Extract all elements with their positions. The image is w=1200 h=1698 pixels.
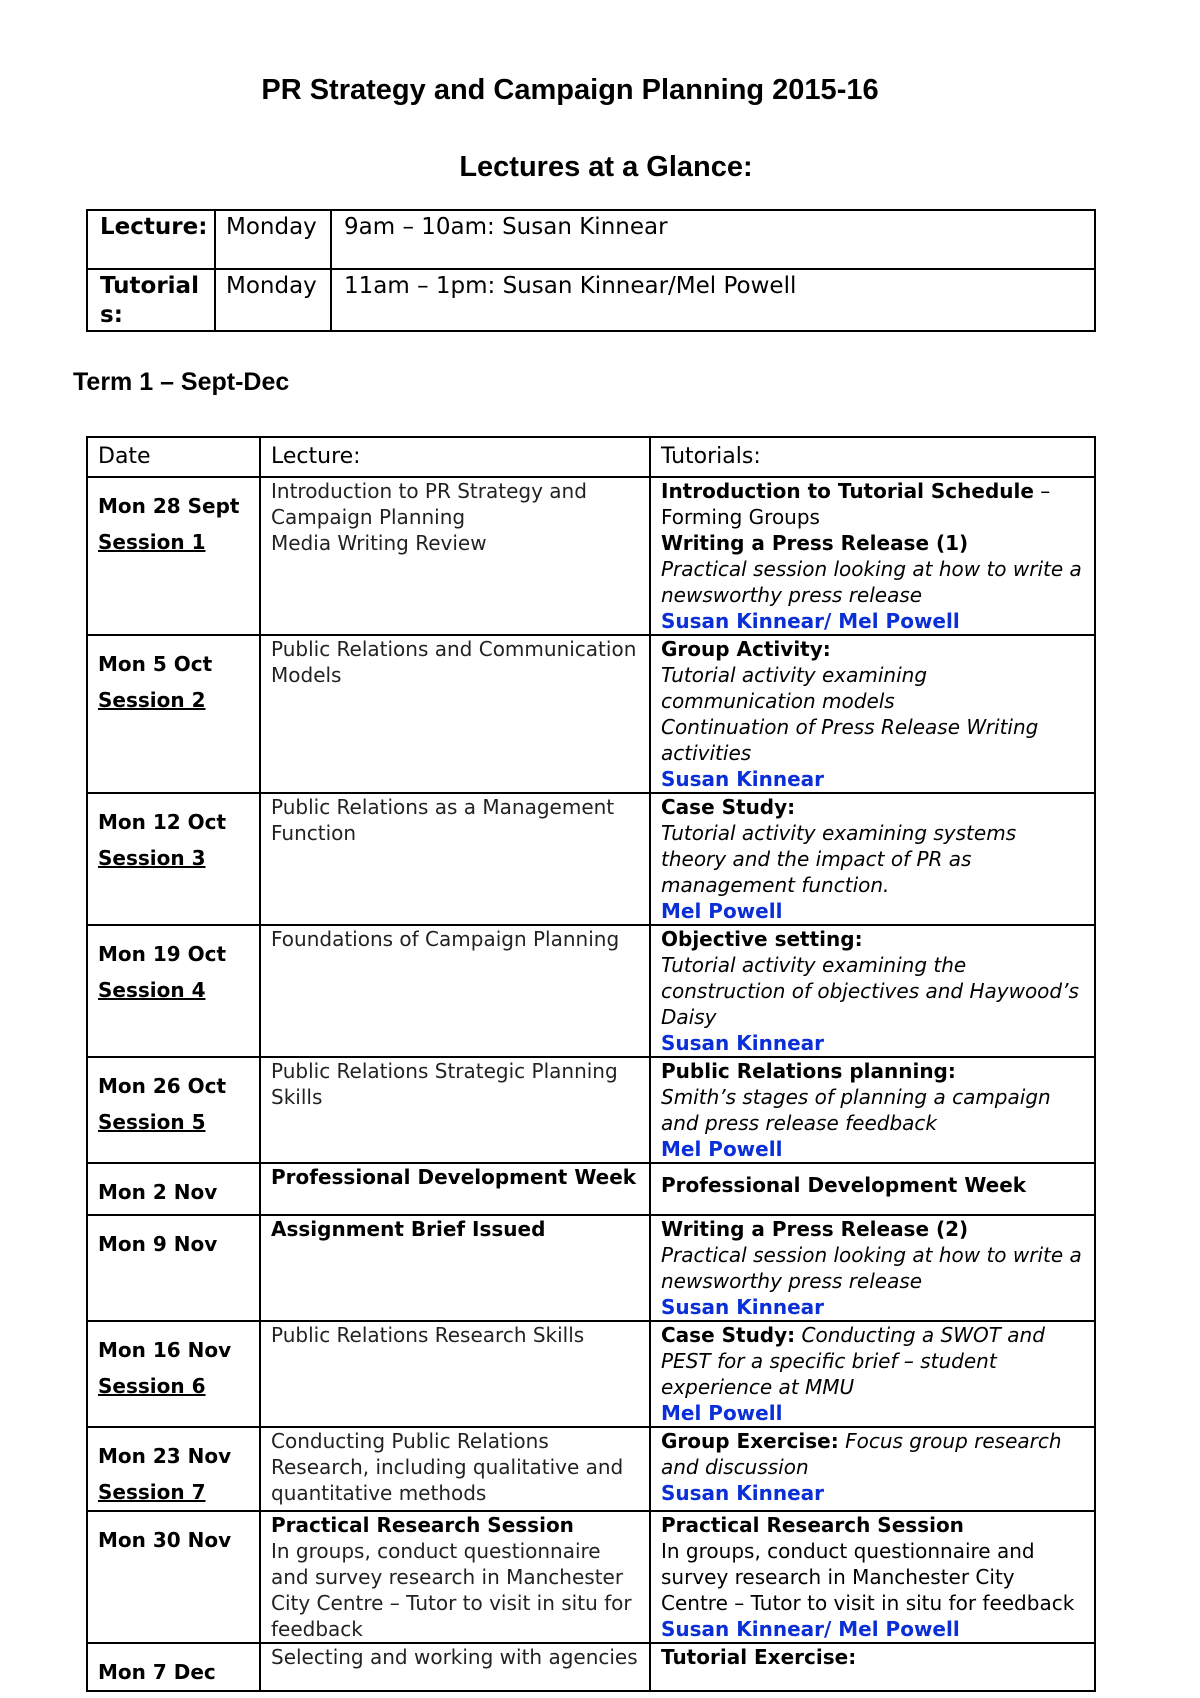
tutorial-title: Group Exercise: xyxy=(661,1429,839,1453)
lecture-cell xyxy=(260,1511,650,1643)
lecture-text: Introduction to PR Strategy and Campaign Planning xyxy=(271,479,587,529)
lecture-text: Public Relations Strategic Planning Skills xyxy=(271,1059,618,1109)
tutorial-cell xyxy=(650,1643,1095,1691)
page-title: PR Strategy and Campaign Planning 2015-16 xyxy=(261,74,879,106)
row-date: Mon 2 Nov xyxy=(98,1180,218,1204)
row-date: Mon 7 Dec xyxy=(98,1660,216,1684)
row-session: Session 2 xyxy=(98,688,206,712)
tutorial-cell xyxy=(650,635,1095,793)
tutorial-cell xyxy=(650,1057,1095,1163)
tutor-name: Mel Powell xyxy=(661,1137,783,1161)
tutorial-description: Tutorial activity examining communication models xyxy=(661,663,928,713)
table-row xyxy=(87,1427,1095,1511)
lecture-title: Practical Research Session xyxy=(271,1513,574,1537)
lecture-cell xyxy=(260,925,650,1057)
tutorial-description: Tutorial activity examining the construction of objectives and Haywood’s Daisy xyxy=(661,953,1079,1029)
tutorial-title: Public Relations planning: xyxy=(661,1059,956,1083)
date-cell xyxy=(87,635,260,793)
lecture-cell xyxy=(260,477,650,635)
lecture-text: Foundations of Campaign Planning xyxy=(271,927,620,951)
tutorial-title: Writing a Press Release (1) xyxy=(661,531,969,555)
tutorial-title: Objective setting: xyxy=(661,927,863,951)
lecture-text: Public Relations as a Management Function xyxy=(271,795,615,845)
table-row xyxy=(87,925,1095,1057)
tutorial-title: Professional Development Week xyxy=(661,1173,1027,1197)
tutorial-description: Practical session looking at how to write a newsworthy press release xyxy=(661,1243,1082,1293)
lecture-text: Public Relations and Communication Models xyxy=(271,637,637,687)
tutor-name: Mel Powell xyxy=(661,1401,783,1425)
tutorial-description: Smith’s stages of planning a campaign and press release feedback xyxy=(661,1085,1051,1135)
lecture-cell xyxy=(260,635,650,793)
tutorial-description: Focus group research and discussion xyxy=(661,1429,1062,1479)
table-row xyxy=(87,1643,1095,1691)
date-cell xyxy=(87,1057,260,1163)
header-date: Date xyxy=(87,437,260,477)
tutor-name: Susan Kinnear/ Mel Powell xyxy=(661,609,960,633)
lecture-title: Assignment Brief Issued xyxy=(271,1217,546,1241)
tutorial-title: Tutorial Exercise: xyxy=(661,1645,857,1669)
table-header-row xyxy=(87,437,1095,477)
lecture-text: Public Relations Research Skills xyxy=(271,1323,585,1347)
tutorial-title: Practical Research Session xyxy=(661,1513,964,1537)
lecture-cell xyxy=(260,1215,650,1321)
date-cell xyxy=(87,793,260,925)
row-session: Session 5 xyxy=(98,1110,206,1134)
tutorial-title-line xyxy=(661,1512,1084,1538)
header-tutorials: Tutorials: xyxy=(650,437,1095,477)
tutorial-description: Practical session looking at how to write a newsworthy press release xyxy=(661,557,1082,607)
table-row xyxy=(87,1057,1095,1163)
tutorial-title-line xyxy=(661,926,1084,952)
tutor-name: Susan Kinnear xyxy=(661,1031,824,1055)
lecture-title: Professional Development Week xyxy=(271,1165,637,1189)
tutorial-title: Group Activity: xyxy=(661,637,831,661)
page-subtitle: Lectures at a Glance: xyxy=(459,151,753,183)
tutor-name: Susan Kinnear xyxy=(661,767,824,791)
tutorial-title: Case Study: xyxy=(661,1323,796,1347)
date-cell xyxy=(87,1321,260,1427)
table-row xyxy=(87,1215,1095,1321)
date-cell xyxy=(87,1163,260,1215)
row-date: Mon 12 Oct xyxy=(98,810,227,834)
glance-day: Monday xyxy=(215,210,331,269)
tutorial-description: Conducting a SWOT and PEST for a specific brief – student experience at MMU xyxy=(661,1323,1045,1399)
tutor-name: Susan Kinnear/ Mel Powell xyxy=(661,1617,960,1641)
date-cell xyxy=(87,1215,260,1321)
tutorial-title-line xyxy=(661,1428,1084,1480)
lectures-at-a-glance-table xyxy=(86,209,1096,332)
date-cell xyxy=(87,1427,260,1511)
lecture-cell xyxy=(260,1643,650,1691)
lecture-text: Selecting and working with agencies xyxy=(271,1645,638,1669)
tutorial-cell xyxy=(650,925,1095,1057)
tutor-name: Mel Powell xyxy=(661,899,783,923)
row-session: Session 6 xyxy=(98,1374,206,1398)
lecture-cell xyxy=(260,1427,650,1511)
row-date: Mon 9 Nov xyxy=(98,1232,218,1256)
row-date: Mon 19 Oct xyxy=(98,942,227,966)
tutorial-description: Tutorial activity examining systems theory and the impact of PR as management function. xyxy=(661,821,1017,897)
row-session: Session 7 xyxy=(98,1480,206,1504)
tutorial-cell xyxy=(650,477,1095,635)
lecture-cell xyxy=(260,1057,650,1163)
lecture-text: In groups, conduct questionnaire and survey research in Manchester City Centre – Tutor to visit in situ for feedback xyxy=(271,1539,632,1641)
table-row xyxy=(87,793,1095,925)
tutorial-title-line xyxy=(661,478,1084,530)
tutorial-cell xyxy=(650,1215,1095,1321)
tutorial-title: Case Study: xyxy=(661,795,796,819)
lecture-cell xyxy=(260,793,650,925)
glance-day: Monday xyxy=(215,269,331,331)
tutorial-text: In groups, conduct questionnaire and survey research in Manchester City Centre – Tutor to visit in situ for feedback xyxy=(661,1539,1075,1615)
tutorial-title-line xyxy=(661,1322,1084,1400)
tutorial-title: Introduction to Tutorial Schedule xyxy=(661,479,1034,503)
tutorial-title-line xyxy=(661,1058,1084,1084)
table-row xyxy=(87,1321,1095,1427)
table-row xyxy=(87,1511,1095,1643)
row-date: Mon 30 Nov xyxy=(98,1528,232,1552)
glance-detail: 11am – 1pm: Susan Kinnear/Mel Powell xyxy=(331,269,1095,331)
tutorial-description: Continuation of Press Release Writing activities xyxy=(661,715,1039,765)
tutorial-cell xyxy=(650,1511,1095,1643)
tutorial-cell xyxy=(650,793,1095,925)
row-session: Session 3 xyxy=(98,846,206,870)
table-row xyxy=(87,635,1095,793)
tutor-name: Susan Kinnear xyxy=(661,1295,824,1319)
row-date: Mon 28 Sept xyxy=(98,494,240,518)
table-row xyxy=(87,477,1095,635)
glance-row-lecture xyxy=(87,210,1095,269)
tutorial-cell xyxy=(650,1427,1095,1511)
glance-kind: Tutorials: xyxy=(87,269,215,331)
tutorial-title-line xyxy=(661,1644,1084,1670)
row-session: Session 4 xyxy=(98,978,206,1002)
lecture-cell xyxy=(260,1321,650,1427)
lecture-text: Media Writing Review xyxy=(271,531,487,555)
date-cell xyxy=(87,1511,260,1643)
tutorial-cell xyxy=(650,1321,1095,1427)
tutorial-title-line xyxy=(661,794,1084,820)
row-date: Mon 5 Oct xyxy=(98,652,213,676)
term-heading: Term 1 – Sept-Dec xyxy=(73,368,290,396)
tutor-name: Susan Kinnear xyxy=(661,1481,824,1505)
tutorial-title-suffix: – Forming Groups xyxy=(661,479,1051,529)
table-row xyxy=(87,1163,1095,1215)
header-lecture: Lecture: xyxy=(260,437,650,477)
glance-row-tutorials xyxy=(87,269,1095,331)
row-date: Mon 26 Oct xyxy=(98,1074,227,1098)
tutorial-title-line xyxy=(661,1216,1084,1242)
tutorial-title-line xyxy=(661,1172,1084,1198)
tutorial-cell xyxy=(650,1163,1095,1215)
row-date: Mon 23 Nov xyxy=(98,1444,232,1468)
date-cell xyxy=(87,477,260,635)
date-cell xyxy=(87,1643,260,1691)
glance-kind: Lecture: xyxy=(87,210,215,269)
row-date: Mon 16 Nov xyxy=(98,1338,232,1362)
glance-detail: 9am – 10am: Susan Kinnear xyxy=(331,210,1095,269)
lecture-text: Conducting Public Relations Research, including qualitative and quantitative methods xyxy=(271,1429,624,1505)
row-session: Session 1 xyxy=(98,530,206,554)
tutorial-title: Writing a Press Release (2) xyxy=(661,1217,969,1241)
term-schedule-table xyxy=(86,436,1096,1692)
lecture-cell xyxy=(260,1163,650,1215)
tutorial-title-line xyxy=(661,636,1084,662)
date-cell xyxy=(87,925,260,1057)
